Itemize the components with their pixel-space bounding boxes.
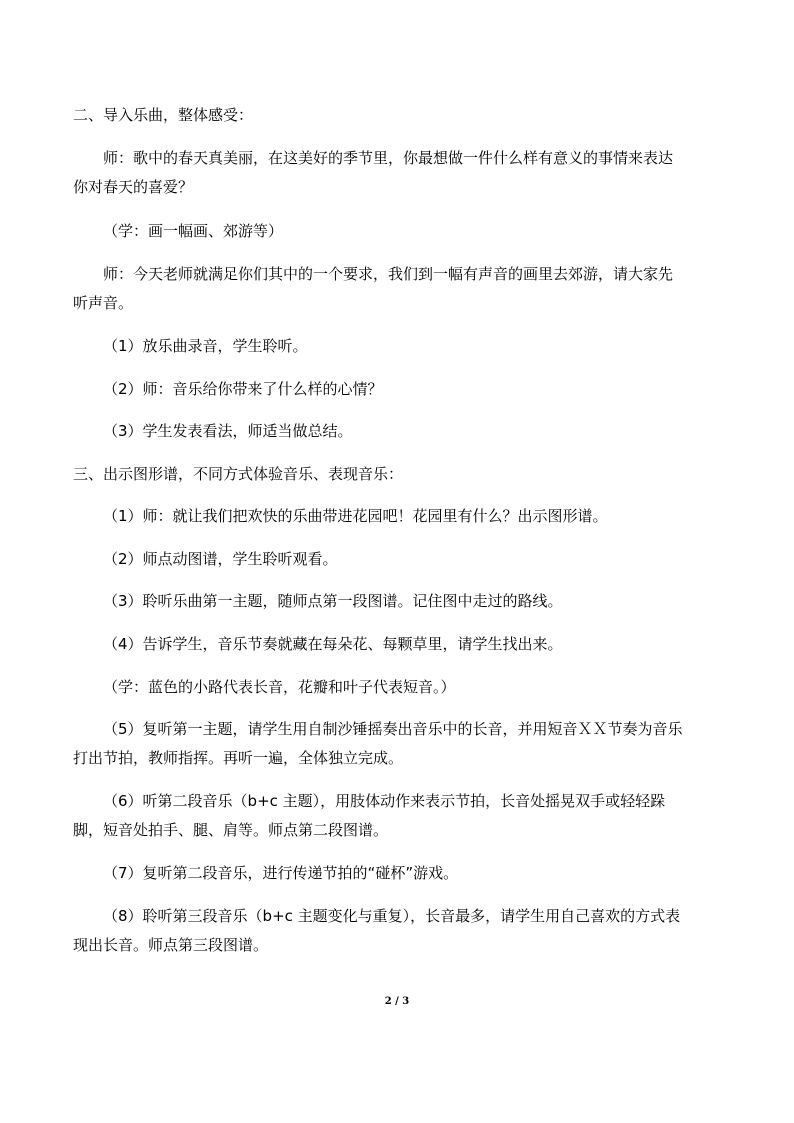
list-item: （3）学生发表看法，师适当做总结。: [103, 422, 353, 440]
list-item-continuation: 打出节拍，教师指挥。再听一遍，全体独立完成。: [73, 749, 404, 767]
list-item: （1）师：就让我们把欢快的乐曲带进花园吧！花园里有什么？出示图形谱。: [103, 507, 608, 525]
list-item: （1）放乐曲录音，学生聆听。: [103, 337, 308, 355]
section-heading: 二、导入乐曲，整体感受：: [73, 106, 254, 124]
paragraph-line: 听声音。: [73, 294, 134, 312]
paragraph-line: （学：画一幅画、郊游等）: [103, 222, 284, 240]
list-item: （5）复听第一主题，请学生用自制沙锤摇奏出音乐中的长音，并用短音ＸＸ节奏为音乐: [103, 720, 683, 738]
page-number: 2 / 3: [384, 996, 410, 1007]
list-item: （6）听第二段音乐（b+c 主题），用肢体动作来表示节拍，长音处摇晃双手或轻轻跺: [103, 792, 666, 810]
list-item: （2）师点动图谱，学生聆听观看。: [103, 550, 338, 568]
paragraph-line: 你对春天的喜爱？: [73, 178, 194, 196]
list-item-continuation: 现出长音。师点第三段图谱。: [73, 936, 269, 954]
paragraph-line: （学：蓝色的小路代表长音，花瓣和叶子代表短音。）: [103, 678, 456, 696]
list-item: （8）聆听第三段音乐（b+c 主题变化与重复），长音最多，请学生用自己喜欢的方式表: [103, 907, 681, 925]
list-item-continuation: 脚，短音处拍手、腿、肩等。师点第二段图谱。: [73, 821, 389, 839]
section-heading: 三、出示图形谱，不同方式体验音乐、表现音乐：: [73, 465, 404, 483]
list-item: （4）告诉学生，音乐节奏就藏在每朵花、每颗草里，请学生找出来。: [103, 635, 563, 653]
list-item: （7）复听第二段音乐，进行传递节拍的“碰杯”游戏。: [103, 864, 459, 882]
paragraph-line: 师：歌中的春天真美丽，在这美好的季节里，你最想做一件什么样有意义的事情来表达: [103, 149, 674, 167]
list-item: （2）师：音乐给你带来了什么样的心情？: [103, 380, 383, 398]
list-item: （3）聆听乐曲第一主题，随师点第一段图谱。记住图中走过的路线。: [103, 592, 563, 610]
paragraph-line: 师：今天老师就满足你们其中的一个要求，我们到一幅有声音的画里去郊游，请大家先: [103, 265, 674, 283]
